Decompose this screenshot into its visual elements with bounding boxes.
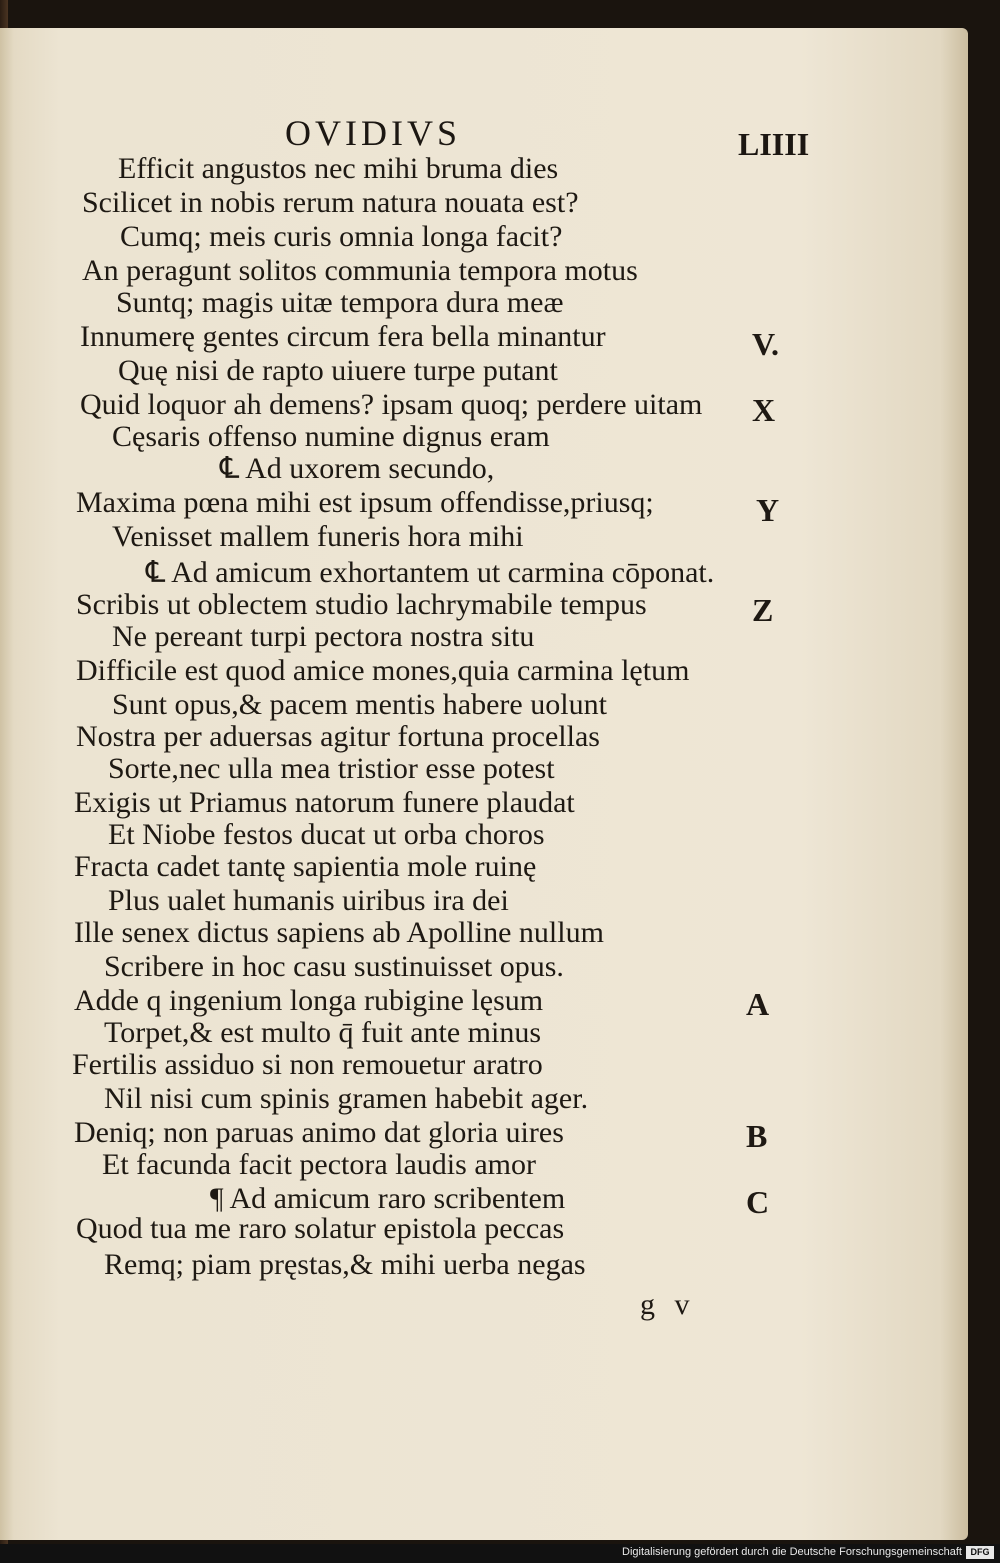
verse-line: Remq; piam pręstas,& mihi uerba negas bbox=[104, 1248, 586, 1281]
verse-line: Et Niobe festos ducat ut orba choros bbox=[108, 818, 545, 851]
verse-line: Ne pereant turpi pectora nostra situ bbox=[112, 620, 535, 653]
verse-line: Torpet,& est multo q̄ fuit ante minus bbox=[104, 1016, 542, 1049]
verse-line: Nil nisi cum spinis gramen habebit ager. bbox=[104, 1082, 589, 1115]
verse-line: Nostra per aduersas agitur fortuna procellas bbox=[76, 720, 600, 753]
verse-line: Efficit angustos nec mihi bruma dies bbox=[118, 152, 559, 185]
verse-line: Maxima pœna mihi est ipsum offendisse,priusq; bbox=[76, 486, 654, 519]
signature-mark: g v bbox=[640, 1288, 696, 1321]
verse-line: An peragunt solitos communia tempora motus bbox=[82, 254, 638, 287]
verse-line: Deniq; non paruas animo dat gloria uires bbox=[74, 1116, 564, 1149]
dfg-logo-icon: DFG bbox=[966, 1546, 994, 1559]
digitization-credit: Digitalisierung gefördert durch die Deutsche Forschungsgemeinschaft bbox=[622, 1546, 962, 1558]
section-heading: ¶ Ad amicum raro scribentem bbox=[210, 1182, 566, 1215]
verse-line: Plus ualet humanis uiribus ira dei bbox=[108, 884, 509, 917]
verse-line: Quod tua me raro solatur epistola peccas bbox=[76, 1212, 565, 1245]
verse-line: Difficile est quod amice mones,quia carmina lętum bbox=[76, 654, 690, 687]
margin-marker: Y bbox=[756, 492, 780, 528]
verse-line: Fertilis assiduo si non remouetur aratro bbox=[72, 1048, 543, 1081]
verse-line: Scribis ut oblectem studio lachrymabile tempus bbox=[76, 588, 647, 621]
verse-line: Quę nisi de rapto uiuere turpe putant bbox=[118, 354, 558, 387]
section-heading: ℄ Ad amicum exhortantem ut carmina cōponat. bbox=[146, 556, 715, 589]
margin-marker: C bbox=[746, 1184, 770, 1220]
verse-line: Ille senex dictus sapiens ab Apolline nullum bbox=[74, 916, 604, 949]
section-heading: ℄ Ad uxorem secundo, bbox=[220, 452, 495, 485]
margin-marker: X bbox=[752, 392, 776, 428]
verse-line: Sunt opus,& pacem mentis habere uolunt bbox=[112, 688, 607, 721]
folio-number: LIIII bbox=[738, 126, 810, 162]
margin-marker: Z bbox=[752, 592, 774, 628]
margin-marker: B bbox=[746, 1118, 768, 1154]
verse-line: Scribere in hoc casu sustinuisset opus. bbox=[104, 950, 564, 983]
verse-line: Innumerę gentes circum fera bella minantur bbox=[80, 320, 606, 353]
verse-line: Scilicet in nobis rerum natura nouata est? bbox=[82, 186, 579, 219]
verse-line: Sorte,nec ulla mea tristior esse potest bbox=[108, 752, 555, 785]
verse-line: Et facunda facit pectora laudis amor bbox=[102, 1148, 536, 1181]
verse-line: Quid loquor ah demens? ipsam quoq; perdere uitam bbox=[80, 388, 703, 421]
verse-line: Cęsaris offenso numine dignus eram bbox=[112, 420, 550, 453]
verse-line: Adde q ingenium longa rubigine lęsum bbox=[74, 984, 544, 1017]
verse-line: Cumq; meis curis omnia longa facit? bbox=[120, 220, 563, 253]
running-head: OVIDIVS bbox=[285, 113, 461, 153]
verse-line: Fracta cadet tantę sapientia mole ruinę bbox=[74, 850, 537, 883]
margin-marker: A bbox=[746, 986, 770, 1022]
verse-line: Suntq; magis uitæ tempora dura meæ bbox=[116, 286, 564, 319]
verse-line: Venisset mallem funeris hora mihi bbox=[112, 520, 524, 553]
verse-line: Exigis ut Priamus natorum funere plaudat bbox=[74, 786, 575, 819]
margin-marker: V. bbox=[752, 326, 779, 362]
